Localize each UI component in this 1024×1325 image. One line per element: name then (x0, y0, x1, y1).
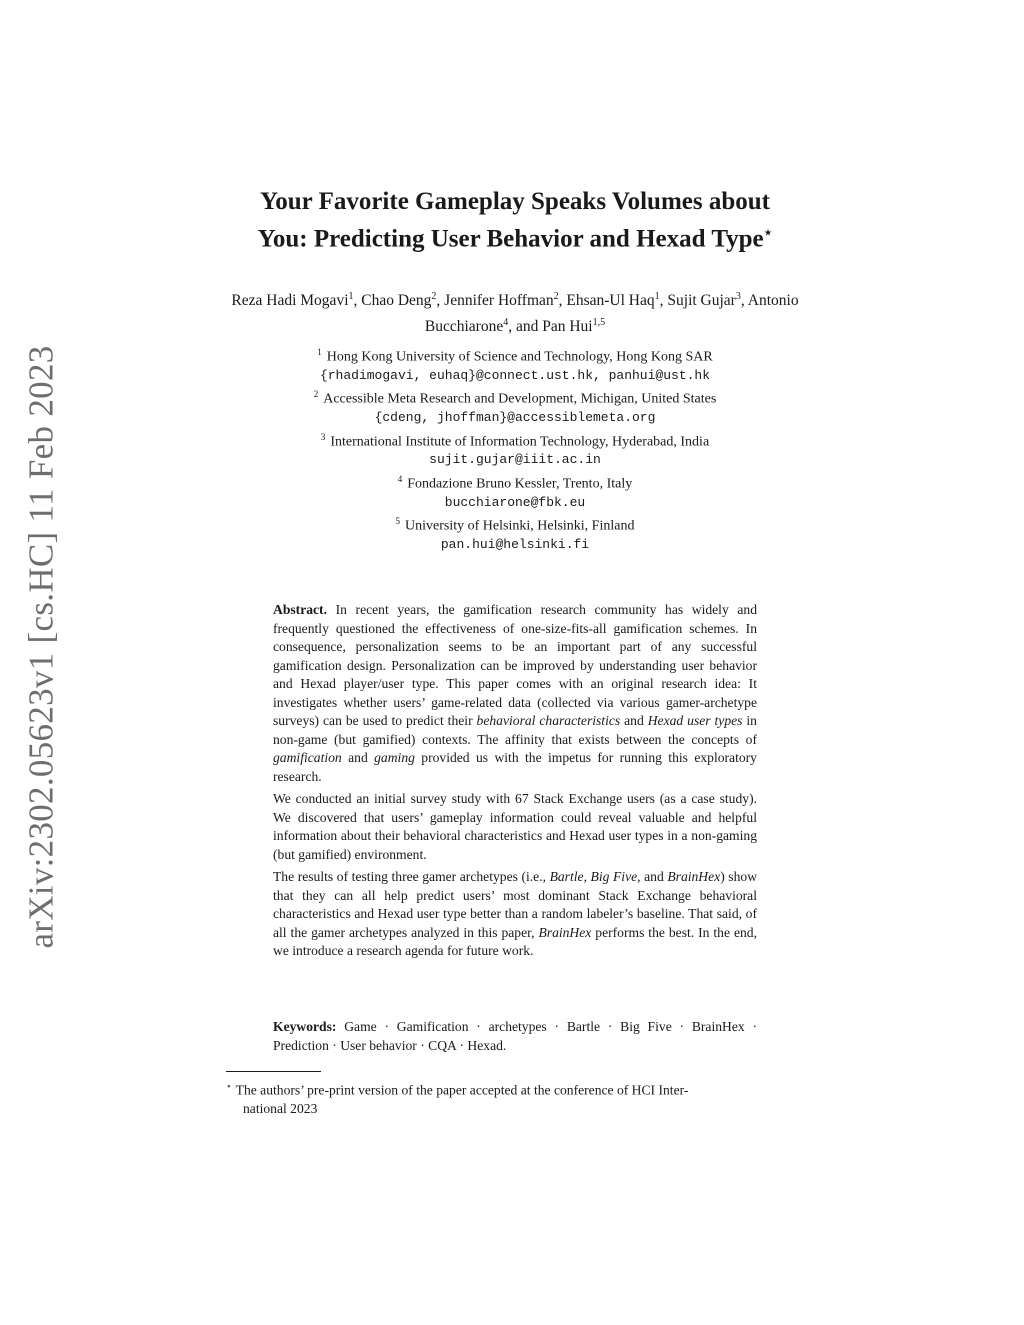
abstract-emphasis: gaming (374, 750, 415, 765)
abstract-paragraph-3 (273, 868, 757, 961)
author-separator: , and (508, 318, 543, 336)
affiliation-email: pan.hui@helsinki.fi (440, 536, 590, 552)
footnote-text-line-2: national 2023 (243, 1100, 318, 1116)
abstract-emphasis: Big Five (590, 869, 638, 884)
affiliation-email: {rhadimogavi, euhaq}@connect.ust.hk, panhui@ust.hk (319, 367, 711, 383)
footnote (226, 1077, 808, 1118)
abstract-text: and (341, 750, 375, 765)
abstract-emphasis: gamification (273, 750, 342, 765)
abstract-text: performs the best. In the end, we introduce a research agenda for future work. (273, 924, 757, 958)
paper-title (170, 186, 860, 255)
author-name: Jennifer Hoffman (444, 292, 554, 310)
affiliation-number: 2 (313, 389, 319, 400)
author-affiliation-number: 2 (553, 291, 559, 302)
author-name: Reza Hadi Mogavi (231, 292, 349, 310)
abstract-paragraph-2: We conducted an initial survey study with 67 Stack Exchange users (as a case study). We discovered that users’ gameplay information could reveal valuable and helpful information about their behavioral characteristics and Hexad user types in a non-gaming (but gamified) environment. (273, 791, 757, 862)
author-name: Antonio Bucchiarone (424, 292, 799, 336)
abstract-emphasis: BrainHex (538, 924, 592, 940)
affiliation-line (200, 470, 830, 494)
keywords-section (273, 1018, 757, 1055)
affiliation-name: Hong Kong University of Science and Technology, Hong Kong SAR (326, 349, 713, 365)
abstract-text: In recent years, the gamification research community has widely and frequently questioned the effectiveness of one-size-fits-all gamification schemes. In consequence, personalization seems to be an important part of any successful gamification design. Personalization can be improved by understanding user behavior and Hexad player/user type. This paper comes with an original research idea: It investigates whether users’ game-related data (collected via various gamer-archetype surveys) can be used to predict their (273, 602, 757, 728)
abstract-emphasis: BrainHex (667, 869, 721, 884)
author-separator: , (740, 292, 748, 310)
abstract-section (273, 601, 757, 965)
abstract-text: provided us with the impetus for running this exploratory research. (273, 750, 757, 784)
abstract-emphasis: Bartle (549, 869, 584, 884)
author-separator: , (558, 292, 567, 310)
author-affiliation-number: 3 (735, 291, 741, 302)
author-affiliation-number: 4 (503, 317, 509, 329)
affiliation-line (200, 512, 830, 536)
affiliation-number: 4 (397, 473, 403, 484)
abstract-text: in non-game (but gamified) contexts. The affinity that exists between the concepts of (273, 713, 757, 747)
abstract-emphasis: behavioral characteristics (476, 713, 621, 728)
affiliation-name: Fondazione Bruno Kessler, Trento, Italy (407, 476, 633, 492)
author-affiliation-number: 1 (654, 291, 660, 302)
abstract-text: , and (637, 869, 668, 884)
abstract-text: ) show that they can all help predict users’ most dominant Stack Exchange behavioral characteristics and Hexad user type better than a random labeler’s baseline. That said, of all the gamer archetypes analyzed in this paper, (273, 869, 758, 940)
abstract-emphasis: Hexad user types (647, 713, 743, 728)
footnote-divider (226, 1071, 321, 1072)
affiliation-line (200, 385, 830, 409)
abstract-text: The results of testing three gamer archetypes (i.e., (273, 869, 550, 884)
affiliation-line (200, 343, 830, 367)
abstract-paragraph-1 (273, 601, 757, 786)
abstract-label: Abstract. (273, 602, 327, 617)
affiliation-email: {cdeng, jhoffman}@accessiblemeta.org (374, 410, 656, 426)
author-name: Sujit Gujar (667, 292, 736, 310)
keywords-text: Game · Gamification · archetypes · Bartle · Big Five · BrainHex · Prediction · User behavior · CQA · Hexad. (273, 1019, 757, 1053)
title-footnote-mark: ⋆ (763, 226, 773, 241)
affiliation-number: 3 (320, 431, 326, 442)
affiliation-list (200, 343, 830, 554)
author-affiliation-number: 1,5 (592, 317, 606, 329)
author-affiliation-number: 2 (431, 291, 437, 302)
affiliation-number: 5 (395, 516, 401, 526)
paper-title-line-2: You: Predicting User Behavior and Hexad Type (257, 225, 764, 253)
author-separator: , (659, 292, 668, 310)
arxiv-identifier-text: arXiv:2302.05623v1 [cs.HC] 11 Feb 2023 (22, 345, 62, 949)
abstract-text: , (583, 869, 591, 884)
affiliation-email: sujit.gujar@iiit.ac.in (429, 452, 601, 468)
author-affiliation-number: 1 (348, 291, 354, 302)
footnote-text-line-1: The authors’ pre-print version of the paper accepted at the conference of HCI Inter- (235, 1082, 689, 1098)
author-name: Chao Deng (361, 292, 432, 310)
author-list (200, 286, 830, 338)
paper-title-line-1: Your Favorite Gameplay Speaks Volumes about (259, 188, 770, 215)
arxiv-identifier-stamp (22, 345, 62, 949)
affiliation-line (200, 428, 830, 452)
author-separator: , (436, 292, 445, 310)
affiliation-email: bucchiarone@fbk.eu (444, 494, 586, 510)
author-separator: , (353, 292, 362, 310)
author-name: Ehsan-Ul Haq (566, 292, 655, 310)
abstract-text: and (620, 713, 648, 728)
affiliation-name: University of Helsinki, Helsinki, Finland (405, 518, 635, 534)
affiliation-name: International Institute of Information Technology, Hyderabad, India (330, 434, 710, 450)
author-name: Pan Hui (542, 318, 593, 336)
affiliation-number: 1 (317, 347, 322, 357)
footnote-mark: ⋆ (226, 1081, 232, 1091)
keywords-label: Keywords: (273, 1019, 337, 1034)
affiliation-name: Accessible Meta Research and Development, Michigan, United States (323, 391, 717, 407)
